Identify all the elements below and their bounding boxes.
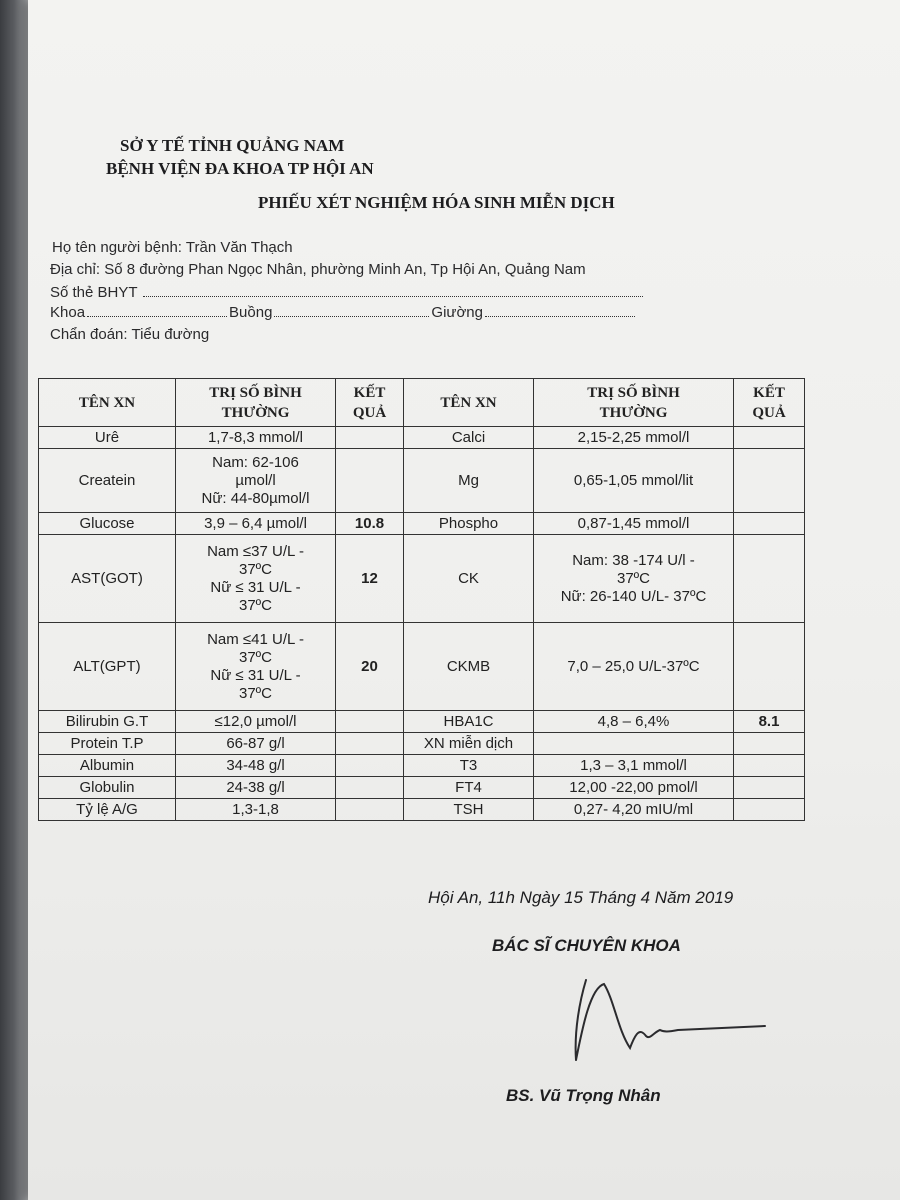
test-name-cell: Protein T.P (39, 733, 176, 755)
normal-range-cell (176, 535, 336, 623)
patient-address: Số 8 đường Phan Ngọc Nhân, phường Minh An, Tp Hội An, Quảng Nam (104, 261, 586, 278)
normal-range-line: 2,15-2,25 mmol/l (577, 428, 690, 446)
test-name-cell: Phospho (404, 513, 534, 535)
test-name-cell: CKMB (404, 623, 534, 711)
normal-range-cell (534, 799, 734, 821)
header-test-name: TÊN XN (39, 379, 176, 427)
test-name-cell: Globulin (39, 777, 176, 799)
normal-range-cell (534, 449, 734, 513)
patient-name-line (52, 239, 293, 256)
normal-range-line: Nam ≤37 U/L - (207, 542, 304, 560)
test-name-cell: Glucose (39, 513, 176, 535)
normal-range-line: 12,00 -22,00 pmol/l (569, 778, 698, 796)
normal-range-line: Nữ ≤ 31 U/L - (210, 578, 301, 596)
result-cell (734, 777, 805, 799)
normal-range-cell (176, 711, 336, 733)
ward-label: Khoa (50, 304, 86, 321)
test-name-cell: TSH (404, 799, 534, 821)
doctor-name: BS. Vũ Trọng Nhân (506, 1086, 661, 1105)
header-result-2: KẾT QUẢ (734, 379, 805, 427)
bed-label: Giường (431, 304, 483, 321)
normal-range-cell (534, 733, 734, 755)
table-header-row (39, 379, 805, 427)
result-cell (734, 733, 805, 755)
insurance-dots (143, 286, 643, 297)
normal-range-line: 37ºC (239, 596, 272, 614)
result-cell: 20 (336, 623, 404, 711)
form-title: PHIẾU XÉT NGHIỆM HÓA SINH MIỄN DỊCH (258, 193, 615, 212)
normal-range-cell (176, 623, 336, 711)
result-cell (734, 535, 805, 623)
patient-name-label: Họ tên người bệnh: (52, 239, 182, 256)
test-name-cell: ALT(GPT) (39, 623, 176, 711)
diagnosis-line (50, 326, 209, 343)
result-cell (336, 711, 404, 733)
result-cell (734, 623, 805, 711)
normal-range-line: 3,9 – 6,4 µmol/l (204, 514, 307, 532)
normal-range-line: 0,65-1,05 mmol/lit (573, 471, 694, 489)
normal-range-line: Nam: 62-106 (212, 453, 299, 471)
department-name: SỞ Y TẾ TỈNH QUẢNG NAM (120, 136, 345, 155)
diagnosis-label: Chẩn đoán: (50, 326, 128, 343)
normal-range-cell (534, 711, 734, 733)
normal-range-line: 37ºC (239, 648, 272, 666)
normal-range-line: 37ºC (617, 569, 650, 587)
test-name-cell: Mg (404, 449, 534, 513)
table-row (39, 427, 805, 449)
test-name-cell: HBA1C (404, 711, 534, 733)
table-row (39, 799, 805, 821)
result-cell: 10.8 (336, 513, 404, 535)
normal-range-line: 0,27- 4,20 mIU/ml (573, 800, 694, 818)
normal-range-line: 24-38 g/l (226, 778, 285, 796)
patient-name: Trần Văn Thạch (185, 239, 293, 256)
result-cell (336, 427, 404, 449)
normal-range-line: 4,8 – 6,4% (597, 712, 670, 730)
normal-range-cell (176, 427, 336, 449)
result-cell (336, 449, 404, 513)
normal-range-line: µmol/l (235, 471, 276, 489)
normal-range-line: Nữ: 44-80µmol/l (201, 489, 310, 507)
normal-range-cell (176, 777, 336, 799)
header-test-name-2: TÊN XN (404, 379, 534, 427)
result-cell (734, 513, 805, 535)
table-row (39, 449, 805, 513)
normal-range-cell (176, 799, 336, 821)
ward-line (50, 304, 637, 321)
normal-range-line: ≤12,0 µmol/l (214, 712, 297, 730)
test-name-cell: Calci (404, 427, 534, 449)
doctor-title: BÁC SĨ CHUYÊN KHOA (492, 936, 681, 955)
place-date: Hội An, 11h Ngày 15 Tháng 4 Năm 2019 (428, 888, 734, 907)
test-name-cell: Bilirubin G.T (39, 711, 176, 733)
test-name-cell: Tỷ lệ A/G (39, 799, 176, 821)
result-cell: 12 (336, 535, 404, 623)
result-cell (336, 755, 404, 777)
table-row (39, 513, 805, 535)
table-row (39, 623, 805, 711)
header-normal-range-2: TRỊ SỐ BÌNH THƯỜNG (534, 379, 734, 427)
test-name-cell: Urê (39, 427, 176, 449)
normal-range-line: 34-48 g/l (226, 756, 285, 774)
result-cell (734, 755, 805, 777)
normal-range-cell (534, 513, 734, 535)
test-name-cell: FT4 (404, 777, 534, 799)
normal-range-line: Nữ ≤ 31 U/L - (210, 666, 301, 684)
table-row (39, 755, 805, 777)
normal-range-cell (534, 623, 734, 711)
table-row (39, 733, 805, 755)
test-name-cell: XN miễn dịch (404, 733, 534, 755)
normal-range-cell (176, 513, 336, 535)
insurance-line (50, 284, 645, 301)
result-cell (336, 799, 404, 821)
normal-range-line: 7,0 – 25,0 U/L-37ºC (567, 657, 700, 675)
normal-range-line: 1,3-1,8 (232, 800, 279, 818)
header-normal-range: TRỊ SỐ BÌNH THƯỜNG (176, 379, 336, 427)
test-name-cell: Albumin (39, 755, 176, 777)
table-row (39, 711, 805, 733)
normal-range-cell (534, 535, 734, 623)
doctor-signature (560, 970, 780, 1070)
normal-range-line: Nam ≤41 U/L - (207, 630, 304, 648)
normal-range-cell (534, 427, 734, 449)
result-cell (734, 449, 805, 513)
hospital-name: BỆNH VIỆN ĐA KHOA TP HỘI AN (106, 159, 374, 178)
result-cell (336, 777, 404, 799)
table-row (39, 777, 805, 799)
normal-range-line: 37ºC (239, 684, 272, 702)
result-cell (734, 799, 805, 821)
normal-range-line: 1,7-8,3 mmol/l (207, 428, 304, 446)
normal-range-line: Nam: 38 -174 U/l - (572, 551, 695, 569)
normal-range-line: 37ºC (239, 560, 272, 578)
patient-address-line (50, 261, 586, 278)
test-name-cell: Createin (39, 449, 176, 513)
table-row (39, 535, 805, 623)
diagnosis: Tiểu đường (131, 326, 210, 343)
normal-range-cell (176, 755, 336, 777)
lab-results-table (38, 378, 805, 821)
insurance-label: Số thẻ BHYT (50, 284, 138, 301)
test-name-cell: CK (404, 535, 534, 623)
normal-range-line: 1,3 – 3,1 mmol/l (580, 756, 687, 774)
room-label: Buồng (229, 304, 273, 321)
test-name-cell: AST(GOT) (39, 535, 176, 623)
patient-address-label: Địa chỉ: (50, 261, 101, 278)
header-result: KẾT QUẢ (336, 379, 404, 427)
normal-range-cell (534, 777, 734, 799)
normal-range-cell (534, 755, 734, 777)
normal-range-line: Nữ: 26-140 U/L- 37ºC (560, 587, 707, 605)
normal-range-cell (176, 733, 336, 755)
test-name-cell: T3 (404, 755, 534, 777)
normal-range-line: 0,87-1,45 mmol/l (577, 514, 690, 532)
normal-range-line: 66-87 g/l (226, 734, 285, 752)
result-cell (336, 733, 404, 755)
result-cell: 8.1 (734, 711, 805, 733)
result-cell (734, 427, 805, 449)
normal-range-cell (176, 449, 336, 513)
